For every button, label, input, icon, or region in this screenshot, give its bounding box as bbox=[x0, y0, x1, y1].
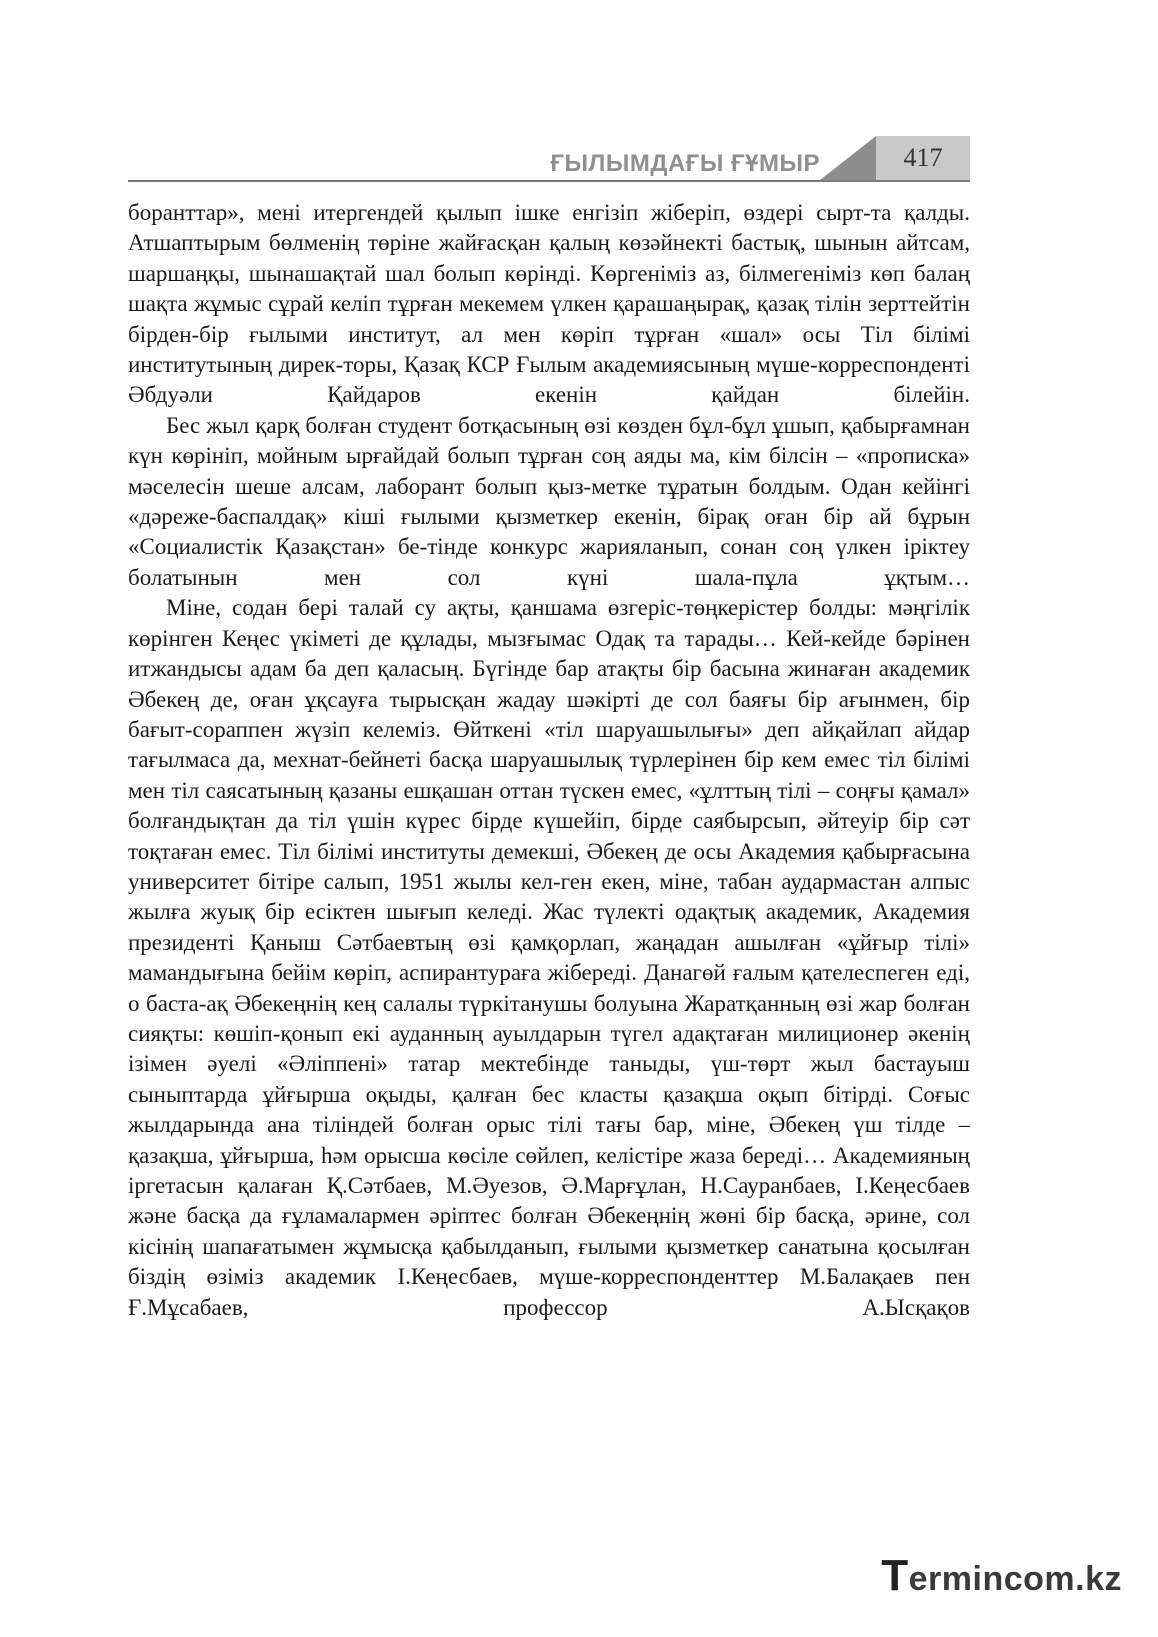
paragraph-2: Бес жыл қарқ болған студент ботқасының өзі көзден бұл-бұл ұшып, қабырғамнан күн көрініп, мойным ырғайдай болып тұрған соң аяды ма, кім білсін – «прописка» мәселесін шеше алсам, лаборант болып қыз-метке тұратын болдым. Одан кейінгі «дәреже-баспалдақ» кіші ғылыми қызметкер екенін, бірақ оған бір ай бұрын «Социалистік Қазақстан» бе-тінде конкурс жарияланып, сонан соң үлкен іріктеу болатынын мен сол күні шала-пұла ұқтым… bbox=[128, 412, 970, 590]
section-title: ҒЫЛЫМДАҒЫ ҒҰМЫР bbox=[550, 150, 820, 177]
paragraph-1: боранттар», мені итергендей қылып ішке енгізіп жіберіп, өздері сырт-та қалды. Атшаптырым бөлменің төріне жайғасқан қалың көзәйнекті бастық, шынын айтсам, шаршаңқы, шынашақтай шал болып көрінді. Көргеніміз аз, білмегеніміз көп балаң шақта жұмыс сұрай келіп тұрған мекемем үлкен қарашаңырақ, қазақ тілін зерттейтін бірден-бір ғылыми институт, ал мен көріп тұрған «шал» осы Тіл білімі институтының дирек-торы, Қазақ КСР Ғылым академиясының мүше-корреспонденті Әбдуәли Қайдаров екенін қайдан білейін. bbox=[128, 200, 970, 408]
watermark-rest: ermincom.kz bbox=[908, 1560, 1122, 1598]
header-rule bbox=[128, 180, 970, 182]
header-wedge-decoration bbox=[820, 136, 876, 180]
site-watermark bbox=[881, 1551, 1122, 1601]
paragraph-3: Міне, содан бері талай су ақты, қаншама өзгеріс-төңкерістер болды: мәңгілік көрінген Кеңес үкіметі де құлады, мызғымас Одақ та тарады… Кей-кейде бәрінен итжандысы адам ба деп қаласың. Бүгінде бар атақты бір басына жинаған академик Әбекең де, оған ұқсауға тырысқан жадау шәкірті де сол баяғы бір ағынмен, бір бағыт-сораппен жүзіп келеміз. Өйткені «тіл шаруашылығы» деп айқайлап айдар тағылмаса да, мехнат-бейнеті басқа шаруашылық түрлерінен бір кем емес тіл білімі мен тіл саясатының қазаны ешқашан оттан түскен емес, «ұлттың тілі – соңғы қамал» болғандықтан да тіл үшін күрес бірде күшейіп, бірде саябырсып, әйтеуір бір сәт тоқтаған емес. Тіл білімі институты демекші, Әбекең де осы Академия қабырғасына университет бітіре салып, 1951 жылы кел-ген екен, міне, табан аудармастан алпыс жылға жуық бір есіктен шығып келеді. Жас түлекті одақтық академик, Академия президенті Қаныш Сәтбаевтың өзі қамқорлап, жаңадан ашылған «ұйғыр тілі» мамандығына бейім көріп, аспирантураға жібереді. Данагөй ғалым қателеспеген еді, о баста-ақ Әбекеңнің кең салалы түркітанушы болуына Жаратқанның өзі жар болған сияқты: көшіп-қонып екі ауданның ауылдарын түгел адақтаған милиционер әкенің ізімен әуелі «Әліппені» татар мектебінде таныды, үш-төрт жыл бастауыш сыныптарда ұйғырша оқыды, қалған бес класты қазақша оқып бітірді. Соғыс жылдарында ана тіліндей болған орыс тілі тағы бар, міне, Әбекең үш тілде – қазақша, ұйғырша, һәм орысша көсіле сөйлеп, келістіре жаза береді… Академияның іргетасын қалаған Қ.Сәтбаев, М.Әуезов, Ә.Марғұлан, Н.Сауранбаев, І.Кеңесбаев және басқа да ғұламалармен әріптес болған Әбекеңнің жөні бір басқа, әрине, сол кісінің шапағатымен жұмысқа қабылданып, ғылыми қызметкер санатына қосылған біздің өзіміз академик І.Кеңесбаев, мүше-корреспонденттер М.Балақаев пен Ғ.Мұсабаев, профессор А.Ысқақов bbox=[128, 595, 970, 1320]
page-header bbox=[128, 136, 970, 184]
watermark-lead: T bbox=[881, 1551, 909, 1600]
page-number: 417 bbox=[903, 143, 943, 172]
body-text bbox=[128, 198, 970, 1323]
